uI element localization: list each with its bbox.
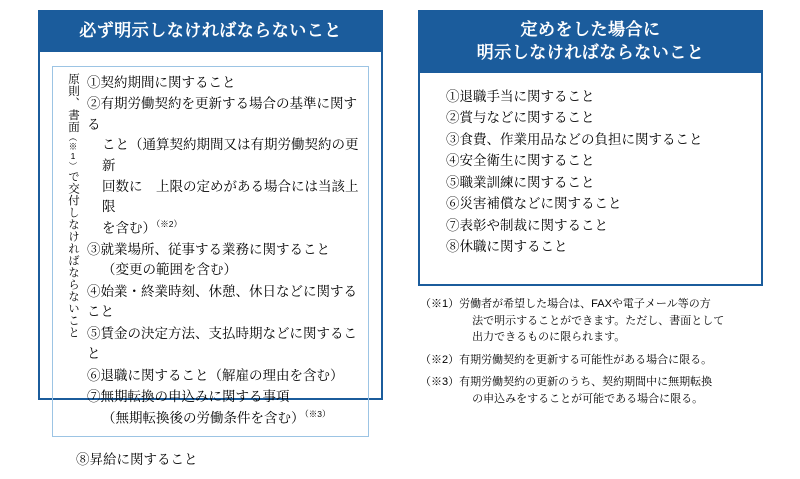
footnote-line: 労働者が希望した場合は、FAXや電子メール等の方 bbox=[459, 298, 711, 310]
item-text: ②有期労働契約を更新する場合の基準に関する bbox=[87, 96, 357, 132]
footnote bbox=[420, 296, 770, 346]
principle-label-line1: 原則、書面 bbox=[67, 72, 79, 133]
item-footnote-mark: （※2） bbox=[156, 218, 182, 229]
footnote-line: の申込みをすることが可能である場合に限る。 bbox=[472, 392, 704, 405]
footnotes bbox=[420, 296, 770, 413]
left-outside-item: ⑧昇給に関すること bbox=[76, 451, 198, 467]
footnote-mark: （※1） bbox=[420, 298, 460, 310]
footnote-line: 出力できるものに限られます。 bbox=[472, 331, 626, 343]
item-subline bbox=[87, 218, 362, 239]
list-item: ②賞与などに関すること bbox=[446, 110, 595, 126]
footnote-line: 有期労働契約の更新のうち、契約期間中に無期転換 bbox=[459, 376, 713, 388]
list-item: ⑥災害補償などに関すること bbox=[446, 196, 622, 212]
footnote-text bbox=[459, 374, 770, 407]
footnote-text bbox=[459, 296, 770, 346]
list-item bbox=[87, 94, 362, 238]
list-item: ⑧休職に関すること bbox=[446, 239, 568, 255]
footnote-line: 有期労働契約を更新する可能性がある場合に限る。 bbox=[459, 353, 713, 366]
principle-frame bbox=[52, 66, 369, 437]
right-panel-title-line2: 明示しなければならないこと bbox=[476, 42, 705, 62]
footnote-mark: （※2） bbox=[420, 353, 460, 366]
list-item: ⑦表彰や制裁に関すること bbox=[446, 217, 608, 233]
left-item-list bbox=[87, 73, 362, 429]
principle-vertical-label bbox=[59, 72, 79, 339]
footnote bbox=[420, 352, 770, 369]
footnote bbox=[420, 374, 770, 407]
footnote-mark: （※3） bbox=[420, 376, 460, 388]
item-text: ⑦無期転換の申込みに関する事項 bbox=[87, 389, 290, 405]
left-panel-title: 必ず明示しなければならないこと bbox=[40, 12, 381, 52]
left-panel bbox=[38, 10, 383, 467]
item-text: ①契約期間に関すること bbox=[87, 74, 236, 90]
left-panel-body bbox=[40, 52, 381, 479]
list-item: ⑤職業訓練に関すること bbox=[446, 174, 595, 190]
item-text: ③就業場所、従事する業務に関すること bbox=[87, 241, 330, 257]
item-subline bbox=[87, 408, 362, 429]
list-item bbox=[87, 240, 362, 281]
item-text: ⑥退職に関すること（解雇の理由を含む） bbox=[87, 367, 344, 383]
right-panel-title bbox=[420, 12, 761, 73]
item-subline-text: （無期転換後の労働条件を含む） bbox=[102, 410, 305, 426]
footnote-text bbox=[459, 352, 770, 369]
right-panel-body bbox=[420, 73, 761, 267]
right-panel bbox=[418, 10, 763, 286]
list-item: ③食費、作業用品などの負担に関すること bbox=[446, 131, 703, 147]
item-subline: 回数に 上限の定めがある場合には当該上限 bbox=[102, 178, 359, 215]
item-text: ⑤賃金の決定方法、支払時期などに関すること bbox=[87, 325, 357, 362]
list-item: ①退職手当に関すること bbox=[446, 88, 595, 104]
right-item-list bbox=[446, 87, 751, 258]
right-panel-title-line1: 定めをした場合に bbox=[520, 20, 661, 39]
item-footnote-mark: （※3） bbox=[304, 408, 331, 419]
item-subline-text: を含む） bbox=[102, 220, 156, 236]
item-subline: （変更の範囲を含む） bbox=[102, 262, 237, 278]
list-item bbox=[87, 366, 362, 387]
principle-label-note: （※1） bbox=[68, 132, 78, 171]
item-text: ④始業・終業時刻、休憩、休日などに関すること bbox=[87, 283, 357, 320]
list-item bbox=[87, 282, 362, 323]
list-item: ④安全衛生に関すること bbox=[446, 153, 595, 169]
list-item bbox=[87, 73, 362, 94]
list-item bbox=[87, 324, 362, 365]
principle-label-line2: で交付しなければならないこと bbox=[67, 170, 79, 339]
item-subline: こと（通算契約期間又は有期労働契約の更新 bbox=[102, 137, 359, 173]
footnote-line: 法で明示することができます。ただし、書面として bbox=[472, 314, 725, 327]
